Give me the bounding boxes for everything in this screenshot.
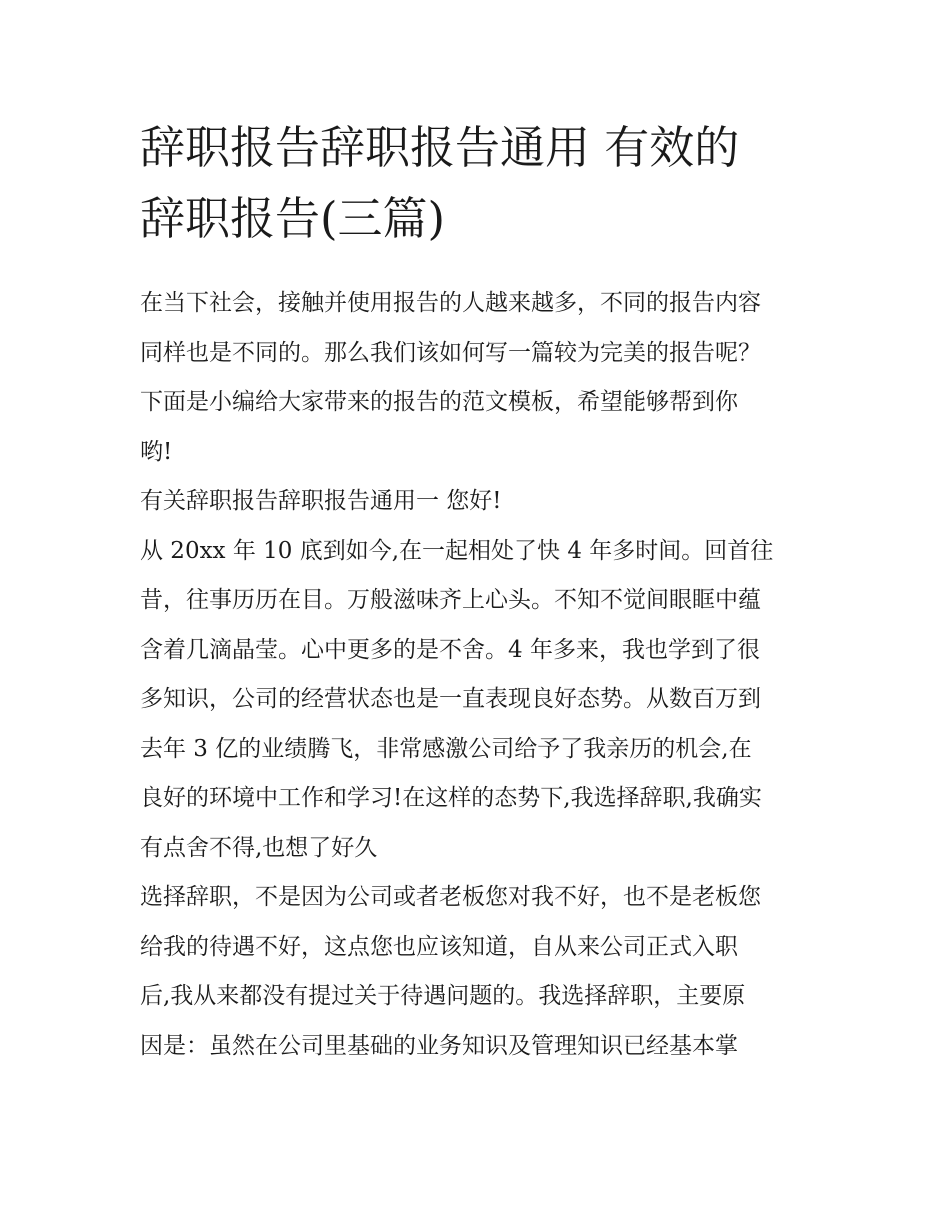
paragraph-line: 有点舍不得,也想了好久 — [140, 834, 378, 861]
paragraph-line: 良好的环境中工作和学习!在这样的态势下,我选择辞职,我确实 — [140, 785, 762, 811]
paragraph-line: 后,我从来都没有提过关于待遇问题的。我选择辞职，主要原 — [140, 983, 746, 1009]
title-line-2: 辞职报告(三篇) — [140, 192, 446, 245]
paragraph-line: 同样也是不同的。那么我们该如何写一篇较为完美的报告呢？ — [140, 339, 761, 366]
paragraph-line: 含着几滴晶莹。心中更多的是不舍。4 年多来，我也学到了很 — [140, 636, 760, 663]
document-title — [140, 112, 820, 254]
paragraph-line: 从 20xx 年 10 底到如今,在一起相处了快 4 年多时间。回首往 — [140, 537, 774, 564]
section-heading-line: 有关辞职报告辞职报告通用一 您好! — [140, 488, 502, 514]
title-line-1: 辞职报告辞职报告通用 有效的 — [140, 121, 740, 174]
document-body — [140, 279, 820, 1071]
paragraph-line: 昔，往事历历在目。万般滋味齐上心头。不知不觉间眼眶中蕴 — [140, 587, 761, 613]
paragraph-line: 选择辞职，不是因为公司或者老板您对我不好，也不是老板您 — [140, 884, 761, 910]
paragraph-line: 哟! — [140, 438, 173, 465]
paragraph-line: 给我的待遇不好，这点您也应该知道，自从来公司正式入职 — [140, 933, 738, 960]
paragraph-line: 去年 3 亿的业绩腾飞，非常感激公司给予了我亲历的机会,在 — [140, 735, 752, 762]
paragraph-line: 下面是小编给大家带来的报告的范文模板，希望能够帮到你 — [140, 389, 738, 415]
document-page — [140, 112, 820, 1071]
paragraph-line: 多知识，公司的经营状态也是一直表现良好态势。从数百万到 — [140, 686, 761, 712]
paragraph-line: 因是：虽然在公司里基础的业务知识及管理知识已经基本掌 — [140, 1032, 738, 1059]
paragraph-line: 在当下社会，接触并使用报告的人越来越多，不同的报告内容 — [140, 290, 761, 316]
